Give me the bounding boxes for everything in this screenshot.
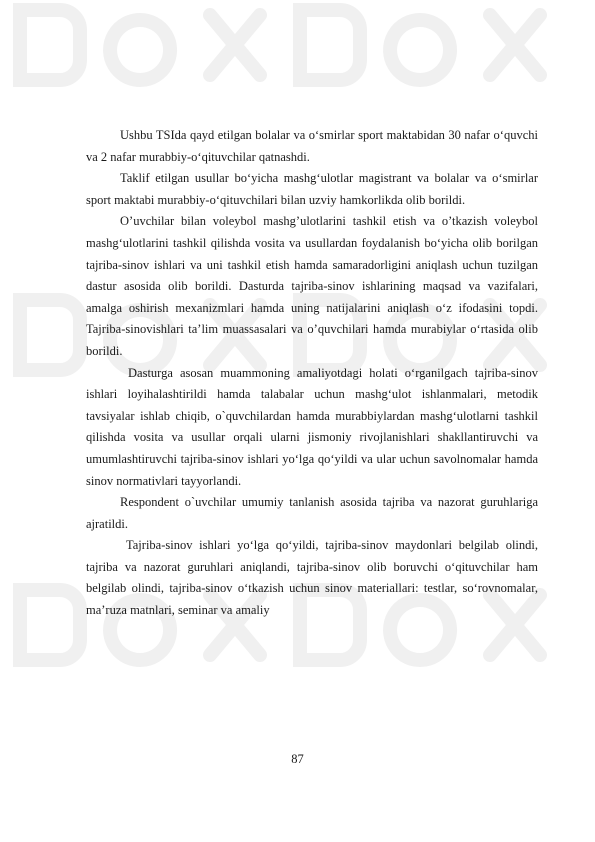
page-number: 87: [291, 752, 304, 766]
paragraph-1: Ushbu TSIda qayd etilgan bolalar va o‘smirlar sport maktabidan 30 nafar o‘quvchi va 2 nafar murabbiy-o‘qituvchilar qatnashdi.: [86, 128, 538, 164]
paragraph-2: Taklif etilgan usullar bo‘yicha mashg‘ulotlar magistrant va bolalar va o‘smirlar sport maktabi murabbiy-o‘qituvchilari bilan uzviy hamkorlikda olib borildi.: [86, 171, 538, 207]
paragraph-6: Tajriba-sinov ishlari yo‘lga qo‘yildi, tajriba-sinov maydonlari belgilab olindi, tajriba va nazorat guruhlari aniqlandi, tajriba-sinov olib boruvchi o‘qituvchilar ham belgilab olindi, tajriba-sinov o‘tkazish uchun sinov materiallari: testlar, so‘rovnomalar, ma’ruza matnlari, seminar va amaliy: [86, 538, 538, 618]
body-text: [86, 125, 538, 622]
paragraph-5: Respondent o`uvchilar umumiy tanlanish asosida tajriba va nazorat guruhlariga ajratildi.: [86, 495, 538, 531]
paragraph-3: O’uvchilar bilan voleybol mashg’ulotlarini tashkil etish va o’tkazish voleybol mashg‘ulotlarini tashkil qilishda vosita va usullardan foydalanish bo‘yicha olib borilgan tajriba-sinov ishlari va uni tashkil etish hamda samaradorligini aniqlash uchun tuzilgan dastur asosida olib borildi. Dasturda tajriba-sinov ishlarining maqsad va vazifalari, amalga oshirish mexanizmlari hamda uning natijalarini aniqlash o‘z ifodasini topdi. Tajriba-sinovishlari ta’lim muassasalari va o’quvchilari hamda murabiylar o‘rtasida olib borildi.: [86, 214, 538, 358]
paragraph-4: Dasturga asosan muammoning amaliyotdagi holati o‘rganilgach tajriba-sinov ishlari loyihalashtirildi hamda talabalar uchun mashg‘ulot ishlanmalari, metodik tavsiyalar ishlab chiqib, o`quvchilardan hamda murabbiylardan mashg‘ulotlarni tashkil qilishda vosita va usullar orqali ularni jismoniy rivojlanishlari shakllantiruvchi va umumlashtiruvchi tajriba-sinov ishlari yo‘lga qo‘yildi va ular uchun savolnomalar hamda sinov normativlari tayyorlandi.: [86, 365, 538, 488]
